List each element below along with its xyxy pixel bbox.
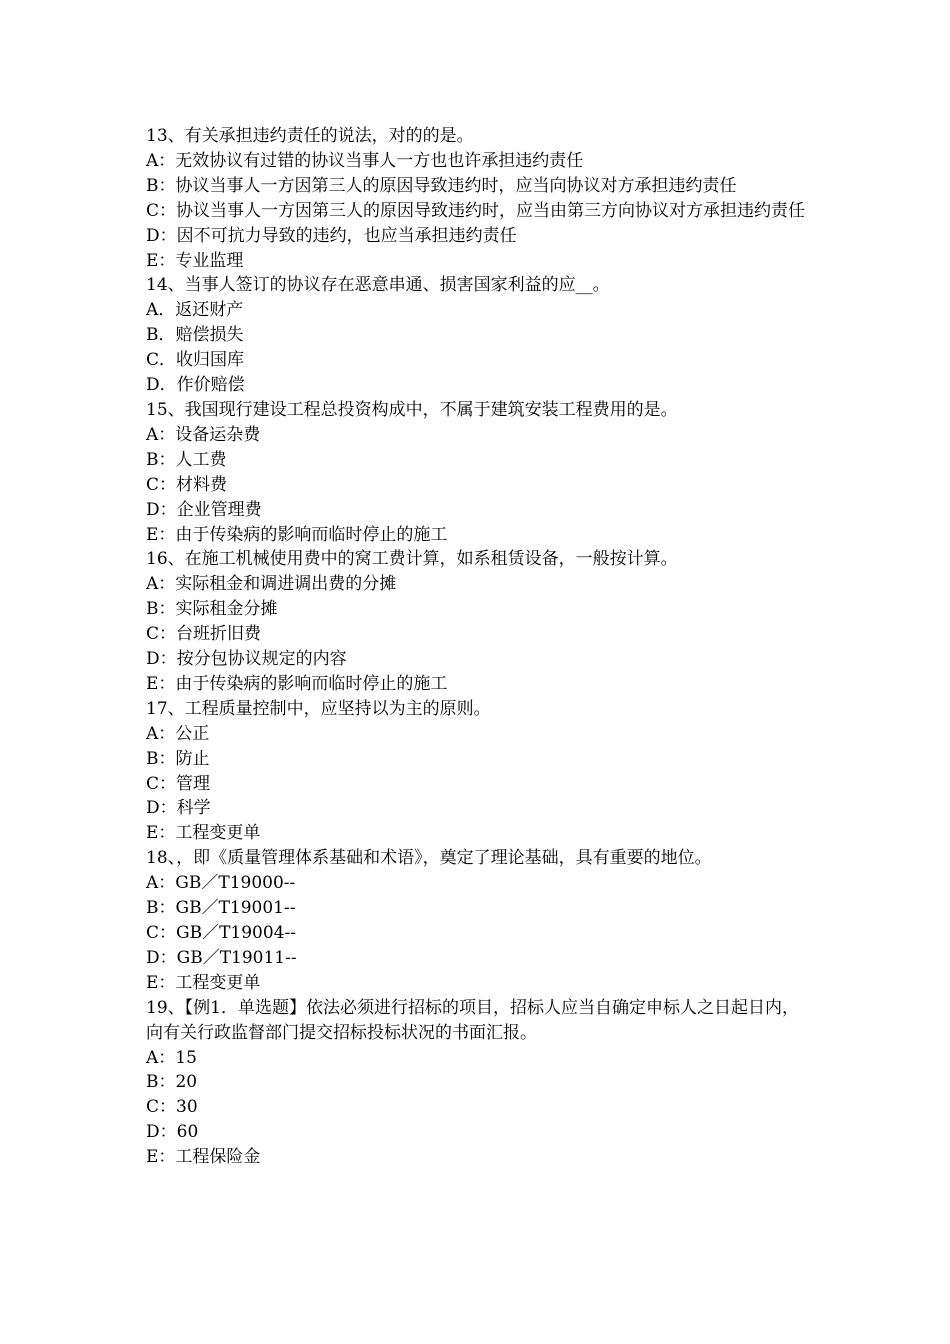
option-c: C．收归国库 [146,350,245,371]
option-a: A：无效协议有过错的协议当事人一方也也许承担违约责任 [146,150,584,171]
option-b: B．赔偿损失 [146,325,244,346]
option-a: A：设备运杂费 [146,424,261,445]
option-d: D：企业管理费 [146,499,262,520]
question-14 [146,273,810,398]
option-c: C：GB／T19004-- [146,923,296,943]
option-b: B：实际租金分摊 [146,599,278,620]
option-c: C：材料费 [146,474,228,495]
option-a: A：GB／T19000-- [146,873,296,894]
option-c: C：管理 [146,773,211,794]
option-a: A．返还财产 [146,300,244,321]
option-a: A：公正 [146,723,210,744]
document-page [146,124,810,1170]
option-e: E：专业监理 [146,250,244,271]
option-c: C：30 [146,1097,198,1118]
option-c: C：台班折旧费 [146,624,262,645]
question-stem: 18、，即《质量管理体系基础和术语》，奠定了理论基础，具有重要的地位。 [146,848,712,869]
option-d: D．作价赔偿 [146,375,245,396]
option-e: E：由于传染病的影响而临时停止的施工 [146,673,448,694]
option-d: D：科学 [146,798,211,819]
option-a: A：实际租金和调进调出费的分摊 [146,574,397,595]
question-19 [146,996,810,1170]
option-b: B：20 [146,1072,198,1093]
option-e: E：工程变更单 [146,823,261,844]
option-e: E：工程变更单 [146,972,261,993]
question-16 [146,547,810,696]
question-stem: 16、在施工机械使用费中的窝工费计算，如系租赁设备，一般按计算。 [146,549,678,570]
question-stem: 15、我国现行建设工程总投资构成中，不属于建筑安装工程费用的是。 [146,399,678,420]
option-c: C：协议当事人一方因第三人的原因导致违约时，应当由第三方向协议对方承担违约责任 [146,200,806,221]
question-stem: 13、有关承担违约责任的说法，对的的是。 [146,126,474,146]
question-18 [146,846,810,995]
option-d: D：按分包协议规定的内容 [146,649,347,670]
option-a: A：15 [146,1047,197,1068]
option-b: B：人工费 [146,449,227,470]
option-e: E：由于传染病的影响而临时停止的施工 [146,524,448,545]
option-b: B：协议当事人一方因第三人的原因导致违约时，应当向协议对方承担违约责任 [146,175,737,196]
option-b: B：GB／T19001-- [146,898,296,919]
option-e: E：工程保险金 [146,1147,261,1168]
question-17 [146,697,810,846]
option-d: D：因不可抗力导致的违约，也应当承担违约责任 [146,225,517,246]
question-15 [146,398,810,547]
question-stem: 19、【例1．单选题】依法必须进行招标的项目，招标人应当自确定申标人之日起日内，向有关行政监督部门提交招标投标状况的书面汇报。 [146,997,799,1043]
option-d: D：60 [146,1122,199,1143]
question-stem: 14、当事人签订的协议存在恶意串通、损害国家利益的应__。 [146,275,610,296]
question-13 [146,124,810,273]
option-b: B：防止 [146,748,210,769]
option-d: D：GB／T19011-- [146,947,297,968]
question-stem: 17、工程质量控制中，应坚持以为主的原则。 [146,698,491,719]
